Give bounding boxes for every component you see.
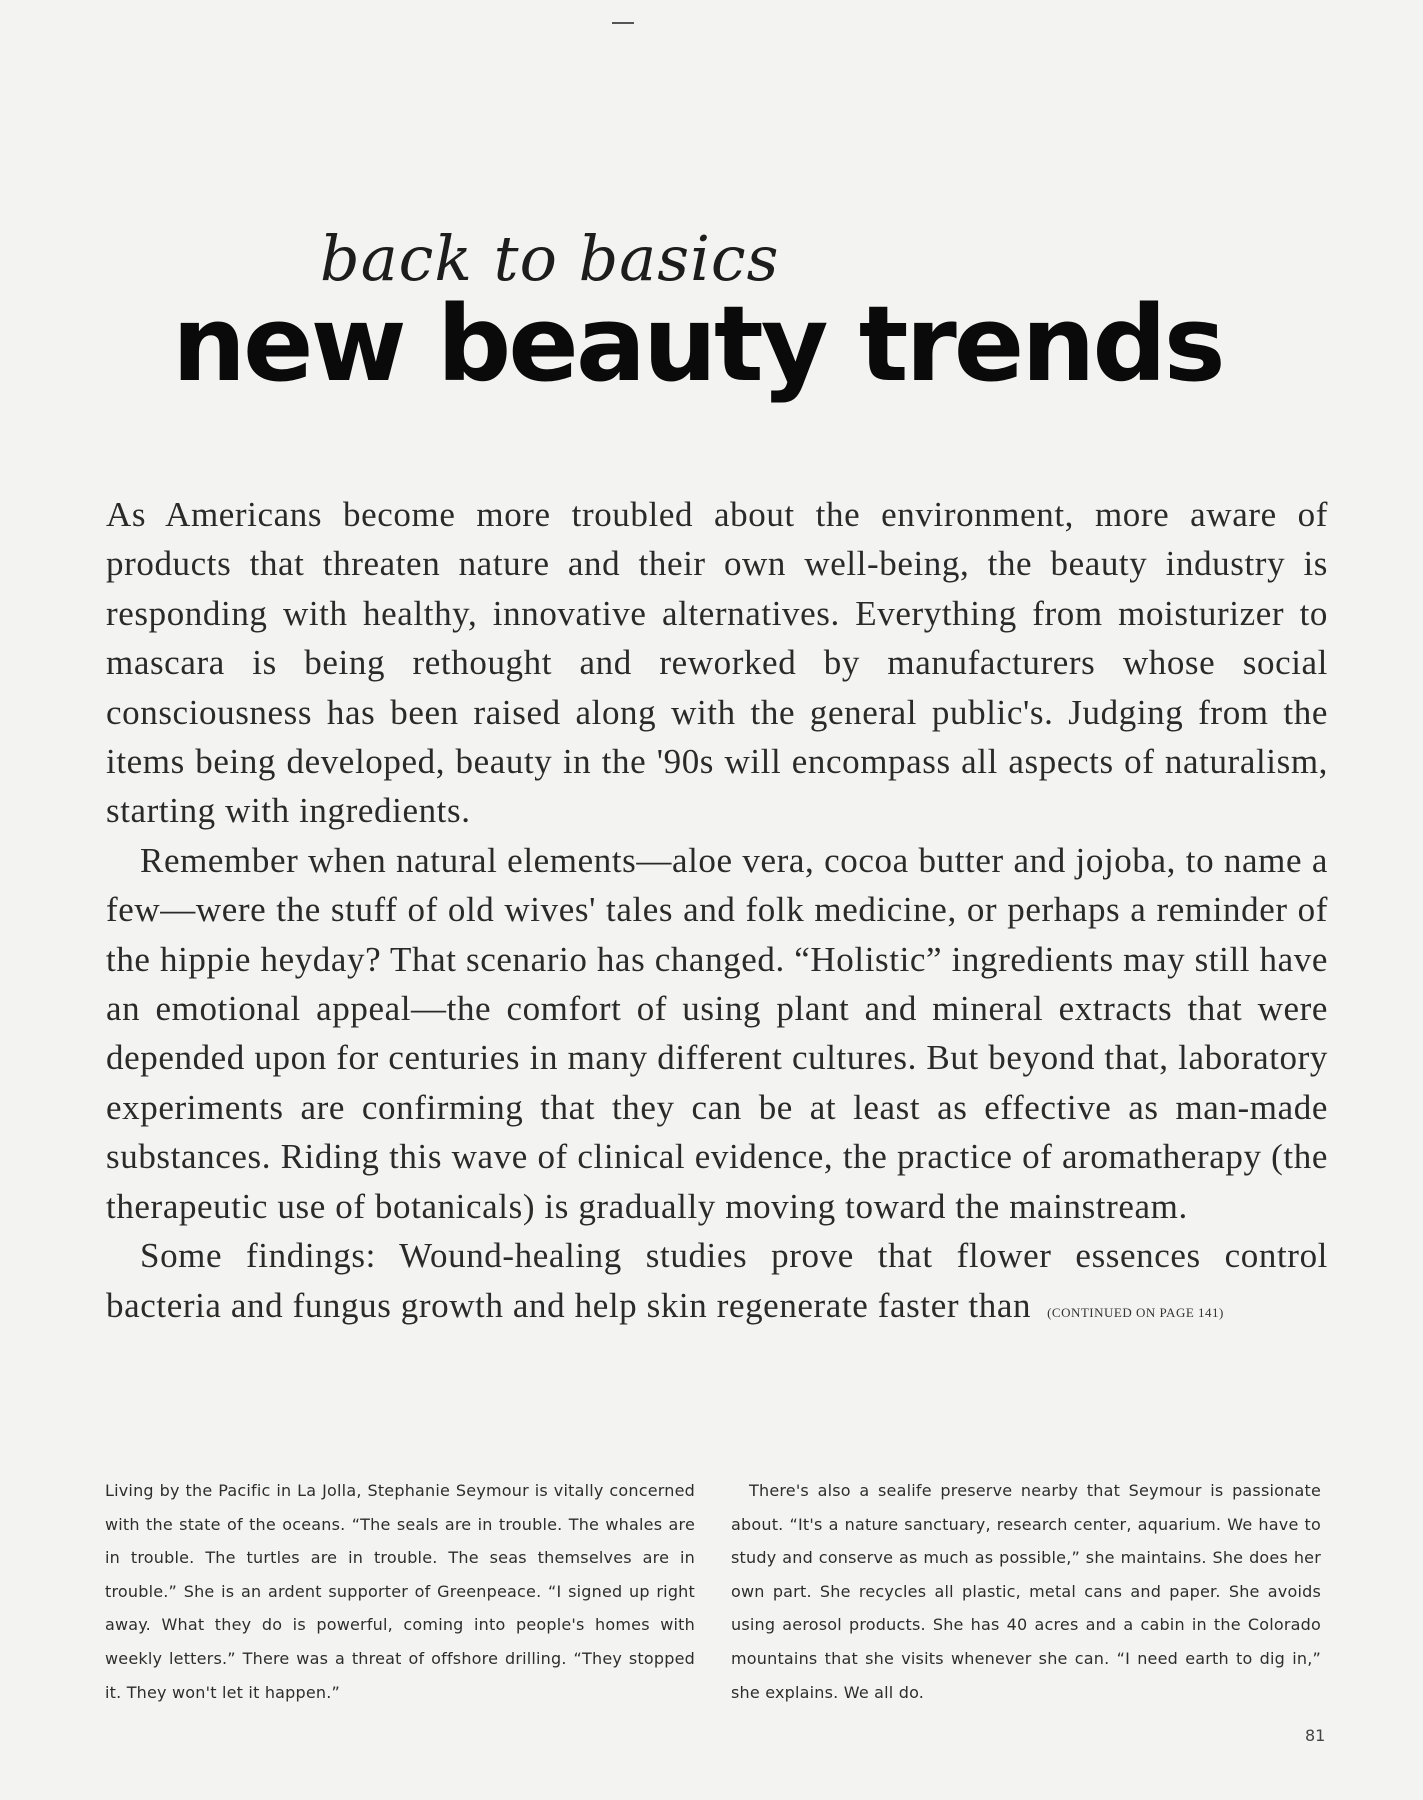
article-kicker: back to basics bbox=[320, 222, 780, 295]
caption-left-text: Living by the Pacific in La Jolla, Stephanie Seymour is vitally concerned with the state of the oceans. “The seals are in trouble. The whales are in trouble. The turtles are in trouble. The seas themselves are in trouble.” She is an ardent supporter of Greenpeace. “I signed up right away. What they do is powerful, coming into people's homes with weekly letters.” There was a threat of offshore drilling. “They stopped it. They won't let it happen.” bbox=[105, 1481, 695, 1702]
body-paragraph-2: Remember when natural elements—aloe vera, cocoa butter and jojoba, to name a few—were the stuff of old wives' tales and folk medicine, or perhaps a reminder of the hippie heyday? That scenario has changed. “Holistic” ingredients may still have an emotional appeal—the comfort of using plant and mineral extracts that were depended upon for centuries in many different cultures. But beyond that, laboratory experiments are confirming that they can be at least as effective as man-made substances. Riding this wave of clinical evidence, the practice of aromatherapy (the therapeutic use of botanicals) is gradually moving toward the mainstream. bbox=[106, 840, 1328, 1226]
body-paragraph-3 bbox=[106, 1231, 1328, 1337]
body-paragraph-1: As Americans become more troubled about the environment, more aware of products that threaten nature and their own well-being, the beauty industry is responding with healthy, innovative alternatives. Everything from moisturizer to mascara is being rethought and reworked by manufacturers whose social consciousness has been raised along with the general public's. Judging from the items being developed, beauty in the '90s will encompass all aspects of naturalism, starting with ingredients. bbox=[106, 495, 1328, 831]
continued-note: (CONTINUED ON PAGE 141) bbox=[1047, 1304, 1224, 1320]
article-headline: new beauty trends bbox=[172, 283, 1223, 405]
article-body bbox=[106, 490, 1328, 1337]
page-number: 81 bbox=[1305, 1726, 1326, 1745]
top-mark bbox=[612, 22, 634, 24]
body-paragraph-3-text: Some findings: Wound-healing studies prove that flower essences control bacteria and fungus growth and help skin regenerate faster than bbox=[106, 1236, 1328, 1325]
caption-right-column bbox=[731, 1474, 1321, 1709]
caption-left-column bbox=[105, 1474, 695, 1709]
caption-right-text: There's also a sealife preserve nearby that Seymour is passionate about. “It's a nature sanctuary, research center, aquarium. We have to study and conserve as much as possible,” she maintains. She does her own part. She recycles all plastic, metal cans and paper. She avoids using aerosol products. She has 40 acres and a cabin in the Colorado mountains that she visits whenever she can. “I need earth to dig in,” she explains. We all do. bbox=[731, 1481, 1321, 1702]
